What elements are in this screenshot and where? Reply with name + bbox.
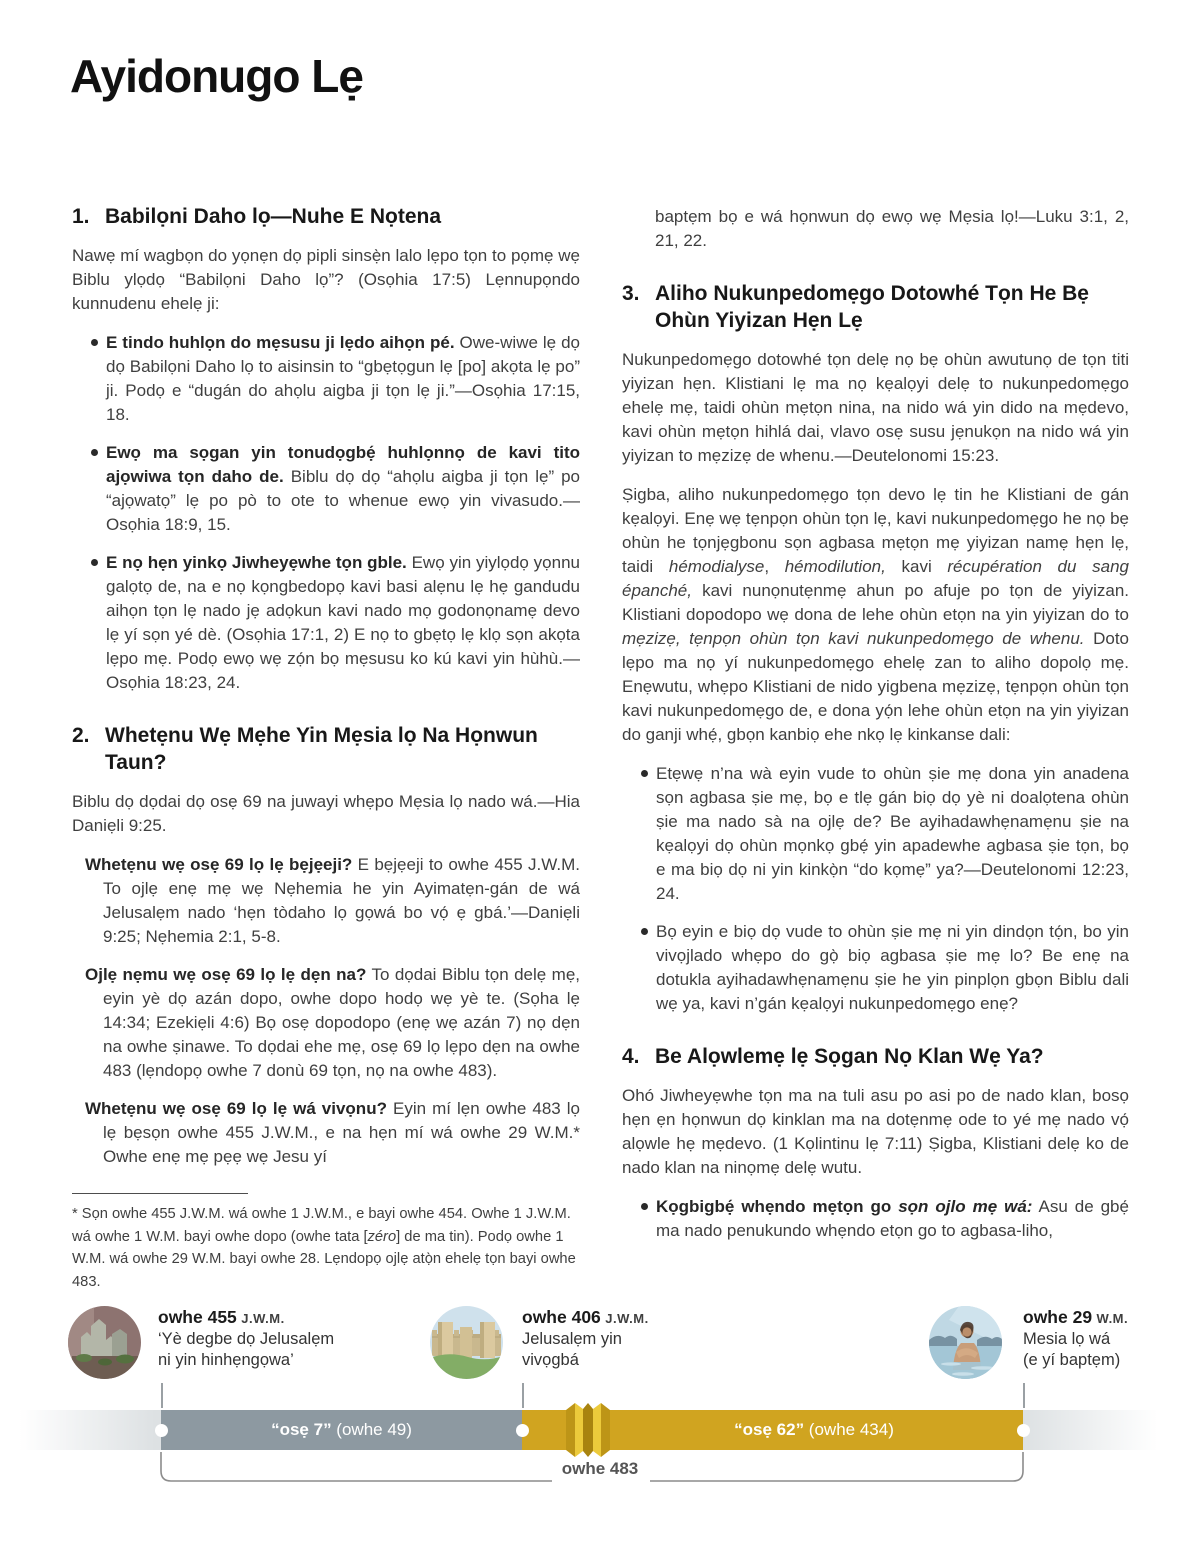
bar-label-weeks62: [605, 1410, 1023, 1450]
timeline-event-label: [158, 1306, 388, 1371]
section-2-intro: Biblu dọ dọdai dọ osẹ 69 na juwayi whẹpo Mẹsia lọ nado wá.—Hia Daniẹli 9:25.: [72, 792, 580, 835]
event-caption: (e yí baptẹm): [1023, 1351, 1121, 1369]
event-caption: vivọgbá: [522, 1351, 579, 1369]
event-era: W.M.: [1096, 1311, 1129, 1326]
timeline-point: [155, 1424, 168, 1437]
event-caption: ni yin hinhẹngọwa’: [158, 1351, 294, 1369]
timeline-tick: [161, 1383, 163, 1408]
timeline-point: [516, 1424, 529, 1437]
jerusalem-destroyed-image: [68, 1306, 141, 1379]
event-caption: ‘Yè degbe dọ Jelusalẹm: [158, 1330, 335, 1348]
timeline-tick: [522, 1383, 524, 1408]
footnote: * Sọn owhe 455 J.W.M. wá owhe 1 J.W.M., e bayi owhe 454. Owhe 1 J.W.M. wá owhe 1 W.M. bayi owhe dopo (owhe tata [zéro] de ma tin). Podọ owhe 1 W.M. wá owhe 29 W.M. bayi owhe 28. Lẹndopọ ojlẹ atọ̀n ehelẹ tọn bayi owhe 483.: [72, 1206, 576, 1290]
timeline-event-label: [522, 1306, 752, 1371]
page-title: Ayidonugo Lẹ: [70, 50, 363, 102]
bar-label-sub: (owhe 434): [804, 1420, 894, 1439]
left-column: [72, 203, 580, 1293]
right-column: [622, 205, 1129, 1257]
event-year: owhe 406: [522, 1307, 601, 1327]
event-year: owhe 29: [1023, 1307, 1093, 1327]
qa-paragraph: Ojlẹ nẹmu wẹ osẹ 69 lọ lẹ dẹn na? To dọdai Biblu tọn delẹ mẹ, eyin yè dọ azán dopo, owhe dopo hodọ wẹ yè te. (Sọha lẹ 14:34; Ezekiẹli 4:6) Bọ osẹ dopodopo (enẹ wẹ azán 7) nọ dẹn na owhe ṣinawe. To dọdai ehe mẹ, osẹ 69 lọ lẹpo dẹn na owhe 483 (lẹndopọ owhe 7 donù 69 tọn, nọ na owhe 483).: [85, 965, 580, 1080]
list-item: E nọ hẹn yinkọ Jiwheyẹwhe tọn gble. Ewọ yin yiylọdọ yọnnu galọtọ de, na e nọ kọngbedopọ kavi basi alẹnu lẹ hẹ gandudu aihọn tọn lẹ nado jẹ adọkun kavi nado mọ godonọnamẹ devo lẹ yí sọn yé dè. (Osọhia 17:1, 2) E nọ to gbẹtọ lẹ klọ sọn akọta lẹpo mẹ. Podọ ewọ wẹ zọ́n bọ mẹsusu ko kú kavi yin hùhù.—Osọhia 18:23, 24.: [72, 551, 580, 695]
timeline-tick: [1023, 1383, 1025, 1408]
event-year: owhe 455: [158, 1307, 237, 1327]
list-item: E tindo huhlọn do mẹsusu ji lẹdo aihọn pé. Owe-wiwe lẹ dọ dọ Babilọni Daho lọ to aisinsin to “gbẹtọgun lẹ [po] akọta lẹ po” ji. Podọ e “dugán do ahọlu aigba ji tọn lẹ ji.”—Osọhia 17:15, 18.: [72, 331, 580, 427]
section-4-heading: [622, 1043, 1129, 1070]
timeline-total-label: owhe 483: [561, 1459, 639, 1478]
section-1-intro: Nawẹ mí wagbọn do yọnẹn dọ pipli sinsẹ̀n lalo lẹpo tọn to pọmẹ wẹ Biblu ylọdọ “Babilọni Daho lọ”? (Osọhia 17:5) Lẹnnupọndo kunnudenu ehelẹ ji:: [72, 246, 580, 313]
section-1-heading: [72, 203, 580, 230]
timeline-event-label: [1023, 1306, 1200, 1371]
section-number: 1.: [72, 205, 90, 228]
event-caption: Mesia lọ wá: [1023, 1330, 1111, 1348]
section-title: Whetẹnu Wẹ Mẹhe Yin Mẹsia lọ Na Họnwun Taun?: [105, 724, 538, 774]
bar-label-sub: (owhe 49): [331, 1420, 412, 1439]
bar-label-bold: “osẹ 62”: [734, 1420, 805, 1439]
event-era: J.W.M.: [241, 1311, 285, 1326]
messiah-baptism-image: [929, 1306, 1002, 1379]
timeline-bar-fade-left: [0, 1410, 161, 1450]
jerusalem-rebuilt-image: [430, 1306, 503, 1379]
section-number: 3.: [622, 282, 640, 305]
footnote-divider: [72, 1193, 248, 1194]
timeline-bar-fade-right: [1023, 1410, 1169, 1450]
section-3-paragraph: Nukunpedomẹgo dotowhé tọn delẹ nọ bẹ ohùn awutunọ de tọn titi yiyizan hẹn. Klistiani lẹ ma nọ kẹalọyi delẹ to nukunpedomẹgo ehelẹ mẹ, taidi ohùn mẹtọn nina, na nido wá yin dido na mẹdevo, kavi ohùn mẹtọn hihlá dai, vlavo osẹ susu jẹnukọn na nido wá yin yiyizan to mẹzizẹ de whenu.—Deutelonomi 15:23.: [622, 350, 1129, 465]
timeline-point: [1017, 1424, 1030, 1437]
section-3-heading: [622, 280, 1129, 334]
section-4-paragraph: Ohó Jiwheyẹwhe tọn ma na tuli asu po asi po de nado klan, bosọ hẹn ẹn họnwun dọ kinklan ma na dotẹnmẹ ode to yé mẹ nado vọ́ alọwle hẹ mẹdevo. (1 Kọlintinu lẹ 7:11) Ṣigba, Klistiani delẹ ko de nado klan na ninọmẹ delẹ wutu.: [622, 1086, 1129, 1177]
qa-paragraph: Whetẹnu wẹ osẹ 69 lọ lẹ wá vivọnu? Eyin mí lẹn owhe 483 lọ lẹ bẹsọn owhe 455 J.W.M., e na hẹn mí wá owhe 29 W.M.* Owhe enẹ mẹ pẹẹ wẹ Jesu yí: [85, 1099, 581, 1166]
event-era: J.W.M.: [605, 1311, 649, 1326]
section-title: Aliho Nukunpedomẹgo Dotowhé Tọn He Bẹ Ohùn Yiyizan Hẹn Lẹ: [655, 282, 1089, 332]
section-3-paragraph: Ṣigba, aliho nukunpedomẹgo tọn devo lẹ tin he Klistiani de gán kẹalọyi. Enẹ wẹ tẹnpọn ohùn tọn lẹ, kavi nukunpedomẹgo he nọ bẹ ohùn he tọnjẹgbonu sọn agbasa mẹtọn mẹ yiyizan namẹ hẹn lẹ, taidi hémodialyse, hémodilution, kavi récupération du sang épanché, kavi nunọnutẹnmẹ ahun po afuje po tọn de yiyizan. Klistiani dopodopo wẹ dona de lehe ohùn etọn na yin yiyizan do to mẹzizẹ, tẹnpọn ohùn tọn kavi nukunpedomẹgo de whenu. Doto lẹpo ma nọ yí nukunpedomẹgo ehelẹ zan to aliho dopolọ mẹ. Enẹwutu, whẹpo Klistiani de nido yigbena mẹzizẹ, tẹnpọn ohùn tọn kavi nukunpedomẹgo de, e dona yọ́n lehe ohùn etọn na yin yiyizan do ganji whẹ́, gbọn kanbiọ ehe nkọ lẹ kinkanse dali:: [622, 485, 1129, 744]
list-item: Bọ eyin e biọ dọ vude to ohùn ṣie mẹ ni yin dindọn tọ́n, bo yin vivọjlado whẹpo do gọ̀ biọ agbasa ṣie mẹ lo? Be enẹ na dotukla ayihadawhẹnamẹnu ṣie he yin pinplọn gbọn Biblu dali wẹ ya, kavi n’gán kẹalọyi nukunpedomẹgo enẹ?: [622, 920, 1129, 1016]
qa-paragraph: Whetẹnu wẹ osẹ 69 lọ lẹ bẹjẹeji? E bẹjẹeji to owhe 455 J.W.M. To ojlẹ enẹ mẹ wẹ Nẹhemia he yin Ayimatẹn-gán de wá Jelusalẹm nado ‘hẹn tòdaho lọ gọwá bo vọ́ ẹ gbá.’—Daniẹli 9:25; Nẹhemia 2:1, 5-8.: [85, 855, 580, 946]
section-number: 4.: [622, 1045, 640, 1068]
section-2-heading: [72, 722, 580, 776]
event-caption: Jelusalẹm yin: [522, 1330, 622, 1348]
bar-label-weeks7: [161, 1410, 522, 1450]
paragraph-continuation: baptẹm bọ e wá họnwun dọ ewọ wẹ Mẹsia lọ!—Luku 3:1, 2, 21, 22.: [655, 207, 1129, 250]
section-title: Be Alọwlemẹ lẹ Sọgan Nọ Klan Wẹ Ya?: [655, 1045, 1044, 1068]
timeline: [0, 1295, 1200, 1520]
list-item: Kọgbigbẹ́ whẹndo mẹtọn go sọn ojlo mẹ wá: Asu de gbẹ́ ma nado penukundo whẹndo etọn go to agbasa-liho,: [622, 1195, 1129, 1243]
bar-label-bold: “osẹ 7”: [271, 1420, 332, 1439]
list-item: Etẹwẹ n’na wà eyin vude to ohùn ṣie mẹ dona yin anadena sọn agbasa ṣie mẹ, bọ e tlẹ gán biọ dọ yè ni doalọtena ohùn ṣie ma nado sà na ojlẹ de? Be ayihadawhẹnamẹnu ṣie na kẹalọyi dọ ohùn mọnkọ gbẹ́ yin apadewhe agbasa ṣie tọn, bọ e ma biọ dọ ni yin kinkọ̀n “do kọmẹ” ya?—Deutelonomi 12:23, 24.: [622, 762, 1129, 906]
section-title: Babilọni Daho lọ—Nuhe E Nọtena: [105, 205, 442, 228]
section-number: 2.: [72, 724, 90, 747]
list-item: Ewọ ma sọgan yin tonudọgbẹ́ huhlọnnọ de kavi tito ajọwiwa tọn daho de. Biblu dọ dọ “ahọlu aigba ji tọn lẹ” po “ajọwatọ” lẹ po pò to ote to whenue ewọ yin vivasudo.—Osọhia 18:9, 15.: [72, 441, 580, 537]
